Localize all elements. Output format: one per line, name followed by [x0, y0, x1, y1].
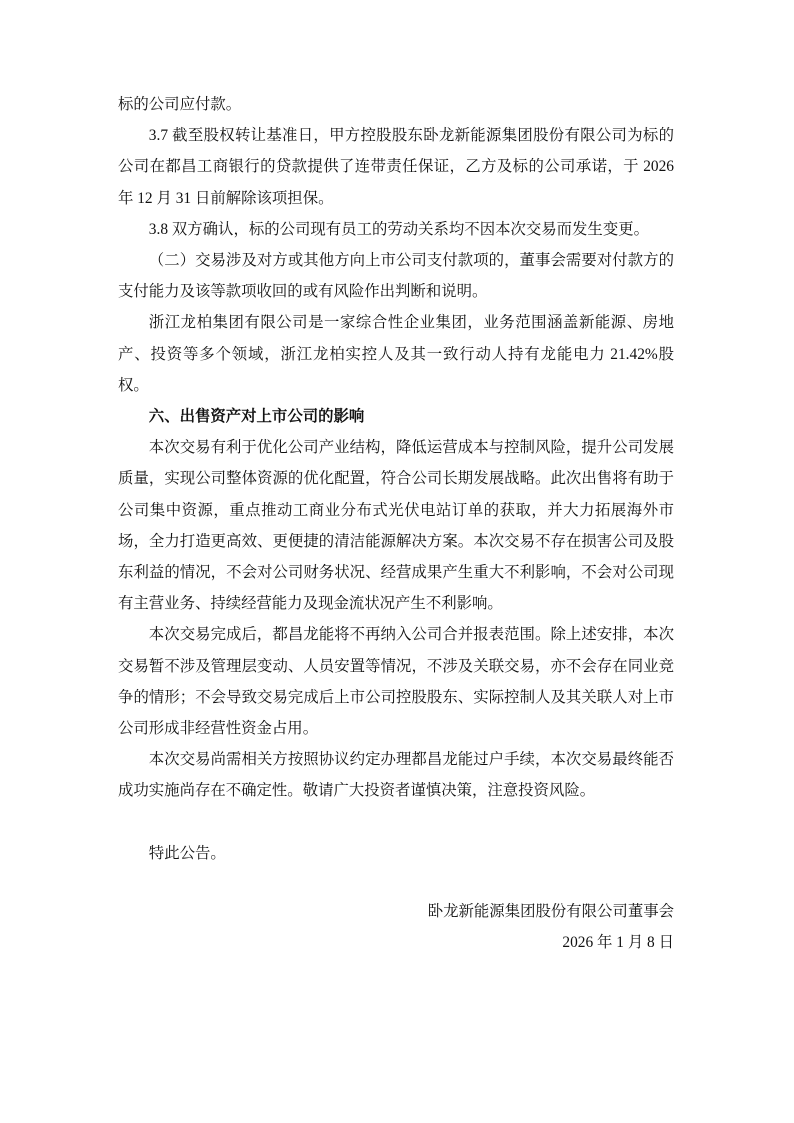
- paragraph: 本次交易有利于优化公司产业结构，降低运营成本与控制风险，提升公司发展质量，实现公司整体资源的优化配置，符合公司长期发展战略。此次出售将有助于公司集中资源，重点推动工商业分布式光伏电站订单的获取，并大力拓展海外市场，全力打造更高效、更便捷的清洁能源解决方案。本次交易不存在损害公司及股东利益的情况，不会对公司财务状况、经营成果产生重大不利影响，不会对公司现有主营业务、持续经营能力及现金流状况产生不利影响。: [118, 439, 674, 613]
- paragraph: 本次交易尚需相关方按照协议约定办理都昌龙能过户手续，本次交易最终能否成功实施尚存在不确定性。敬请广大投资者谨慎决策，注意投资风险。: [118, 751, 674, 800]
- paragraph: 3.7 截至股权转让基准日，甲方控股股东卧龙新能源集团股份有限公司为标的公司在都昌工商银行的贷款提供了连带责任保证，乙方及标的公司承诺，于 2026 年 12 月 31 日前解除该项担保。: [118, 127, 674, 207]
- paragraph: 3.8 双方确认，标的公司现有员工的劳动关系均不因本次交易而发生变更。: [148, 220, 649, 238]
- paragraph: 本次交易完成后，都昌龙能将不再纳入公司合并报表范围。除上述安排，本次交易暂不涉及管理层变动、人员安置等情况，不涉及关联交易，亦不会存在同业竞争的情形；不会导致交易完成后上市公司控股股东、实际控制人及其关联人对上市公司形成非经营性资金占用。: [118, 626, 674, 738]
- paragraph: 标的公司应付款。: [118, 96, 242, 113]
- paragraph: （二）交易涉及对方或其他方向上市公司支付款项的，董事会需要对付款方的支付能力及该等款项收回的或有风险作出判断和说明。: [118, 252, 674, 301]
- section-heading: 六、出售资产对上市公司的影响: [148, 408, 365, 426]
- document-body: [118, 89, 674, 958]
- paragraph: 浙江龙柏集团有限公司是一家综合性企业集团，业务范围涵盖新能源、房地产、投资等多个领域，浙江龙柏实控人及其一致行动人持有龙能电力 21.42%股权。: [118, 314, 674, 394]
- signatory: 卧龙新能源集团股份有限公司董事会: [427, 902, 674, 920]
- date: 2026 年 1 月 8 日: [562, 934, 674, 952]
- closing: 特此公告。: [148, 844, 226, 862]
